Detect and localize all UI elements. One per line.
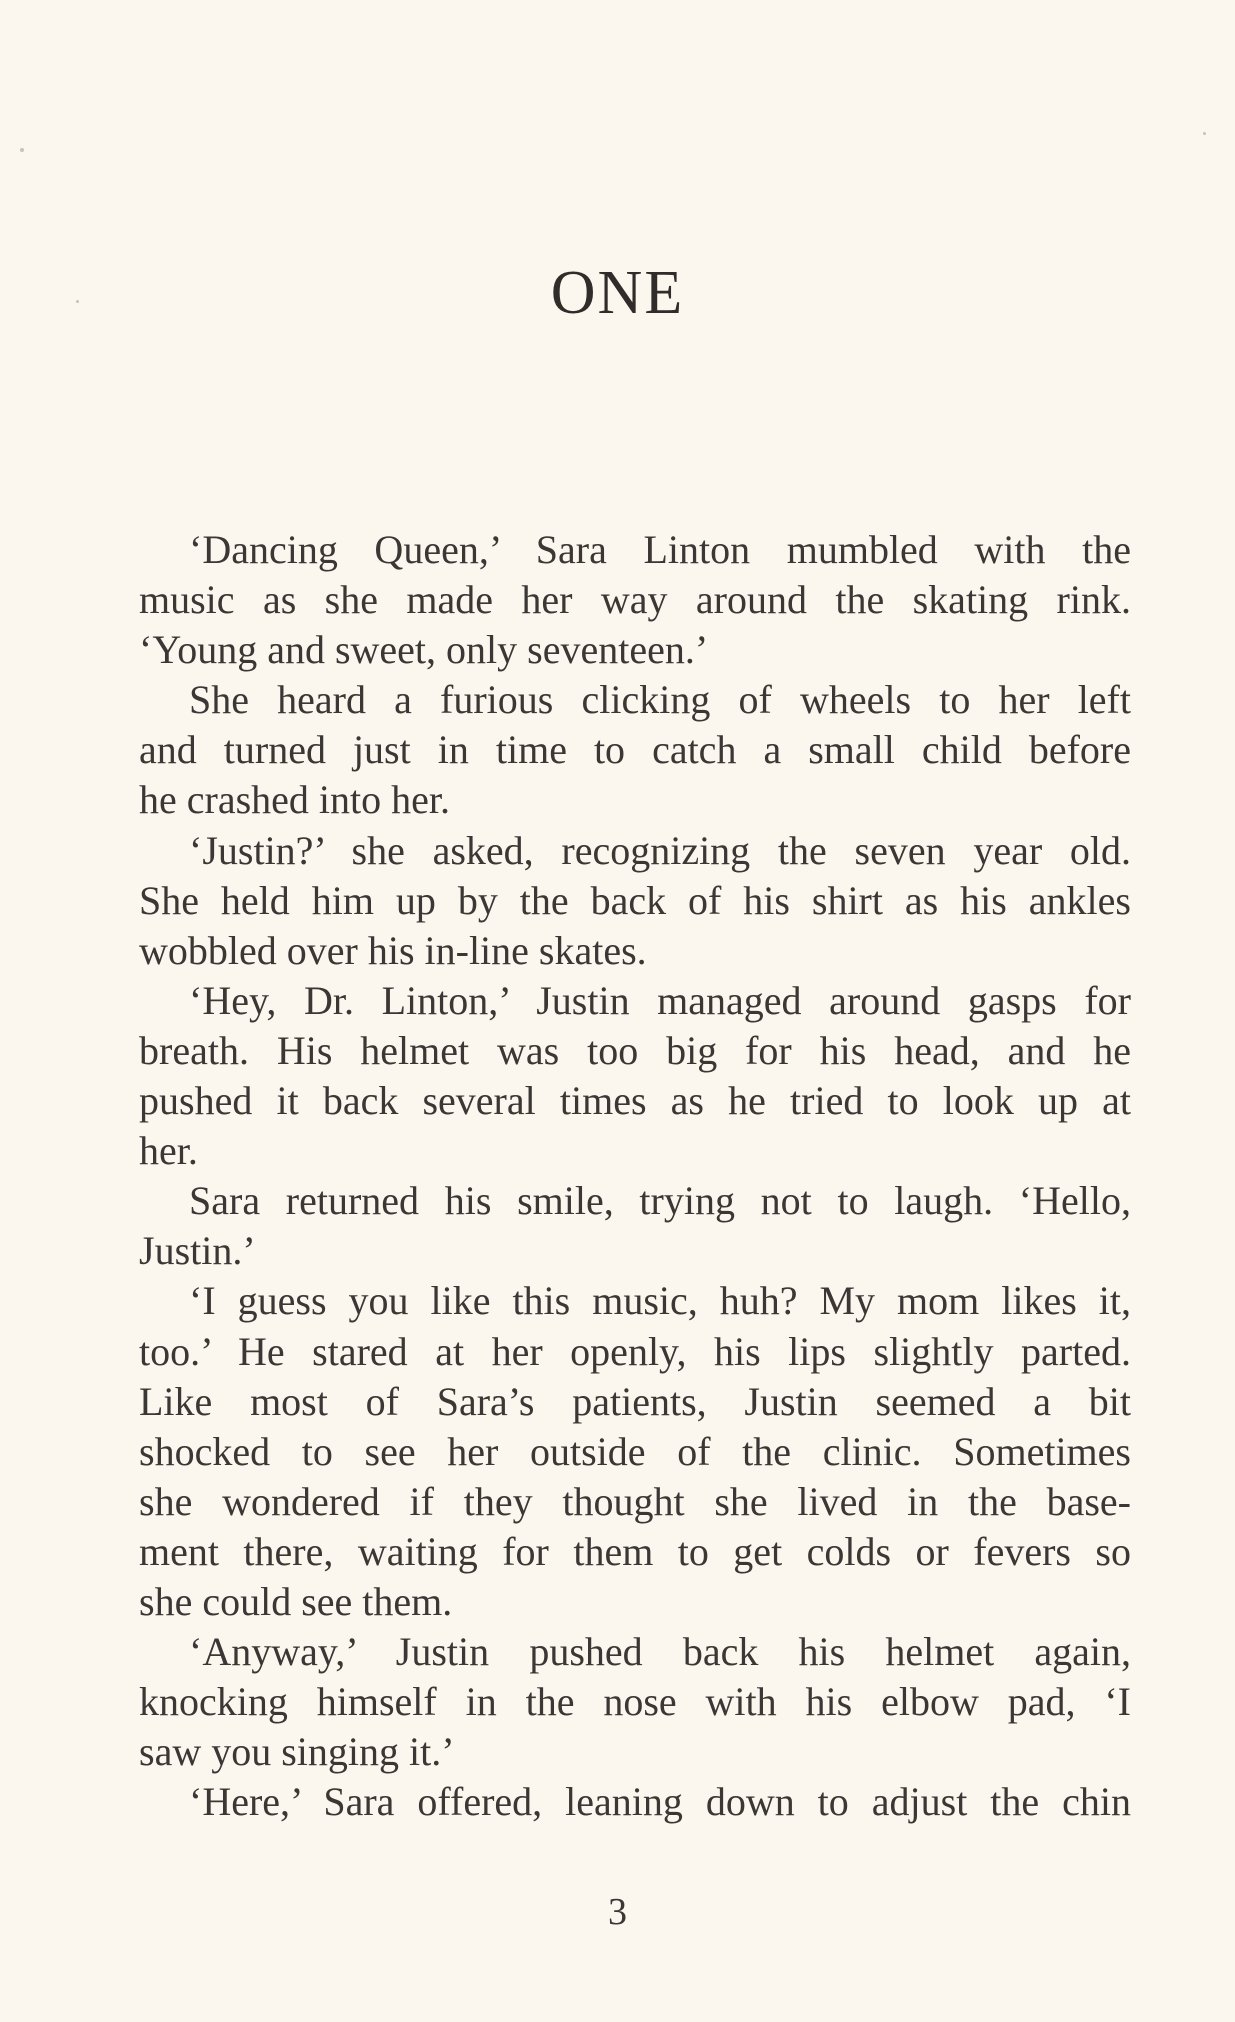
text-line: Like most of Sara’s patients, Justin seemed a bit — [139, 1378, 1131, 1424]
text-line: ‘I guess you like this music, huh? My mom likes it, — [189, 1278, 1131, 1324]
text-line: pushed it back several times as he tried to look up at — [139, 1078, 1131, 1124]
chapter-title: ONE — [550, 259, 685, 327]
text-line: She heard a furious clicking of wheels to her left — [189, 677, 1131, 723]
text-line: shocked to see her outside of the clinic. Sometimes — [139, 1428, 1131, 1474]
text-line: music as she made her way around the skating rink. — [139, 577, 1131, 623]
text-line: ‘Hey, Dr. Linton,’ Justin managed around gasps for — [189, 977, 1131, 1023]
text-line: knocking himself in the nose with his elbow pad, ‘I — [139, 1679, 1131, 1725]
paper-speck — [20, 148, 24, 152]
text-line: breath. His helmet was too big for his head, and he — [139, 1027, 1131, 1073]
text-line: too.’ He stared at her openly, his lips slightly parted. — [139, 1328, 1131, 1374]
text-line: she could see them. — [139, 1578, 453, 1624]
text-line: ‘Anyway,’ Justin pushed back his helmet again, — [189, 1629, 1131, 1675]
text-line: Justin.’ — [139, 1228, 256, 1274]
body-text — [139, 525, 1131, 1827]
text-line: her. — [139, 1128, 198, 1174]
text-line: ‘Dancing Queen,’ Sara Linton mumbled with the — [189, 527, 1131, 572]
text-line: and turned just in time to catch a small child before — [139, 727, 1131, 773]
text-line: Sara returned his smile, trying not to laugh. ‘Hello, — [189, 1178, 1131, 1224]
text-line: saw you singing it.’ — [139, 1729, 455, 1775]
text-line: She held him up by the back of his shirt as his ankles — [139, 877, 1131, 923]
text-line: ‘Young and sweet, only seventeen.’ — [139, 627, 709, 673]
text-line: ‘Here,’ Sara offered, leaning down to adjust the chin — [189, 1779, 1131, 1825]
paper-speck — [1203, 132, 1206, 135]
text-line: he crashed into her. — [139, 777, 450, 823]
text-line: wobbled over his in-line skates. — [139, 927, 647, 973]
text-line: ment there, waiting for them to get colds or fevers so — [139, 1528, 1131, 1574]
text-line: she wondered if they thought she lived in the base- — [139, 1478, 1131, 1524]
text-line: ‘Justin?’ she asked, recognizing the seven year old. — [189, 827, 1131, 873]
page-number: 3 — [608, 1891, 627, 1933]
